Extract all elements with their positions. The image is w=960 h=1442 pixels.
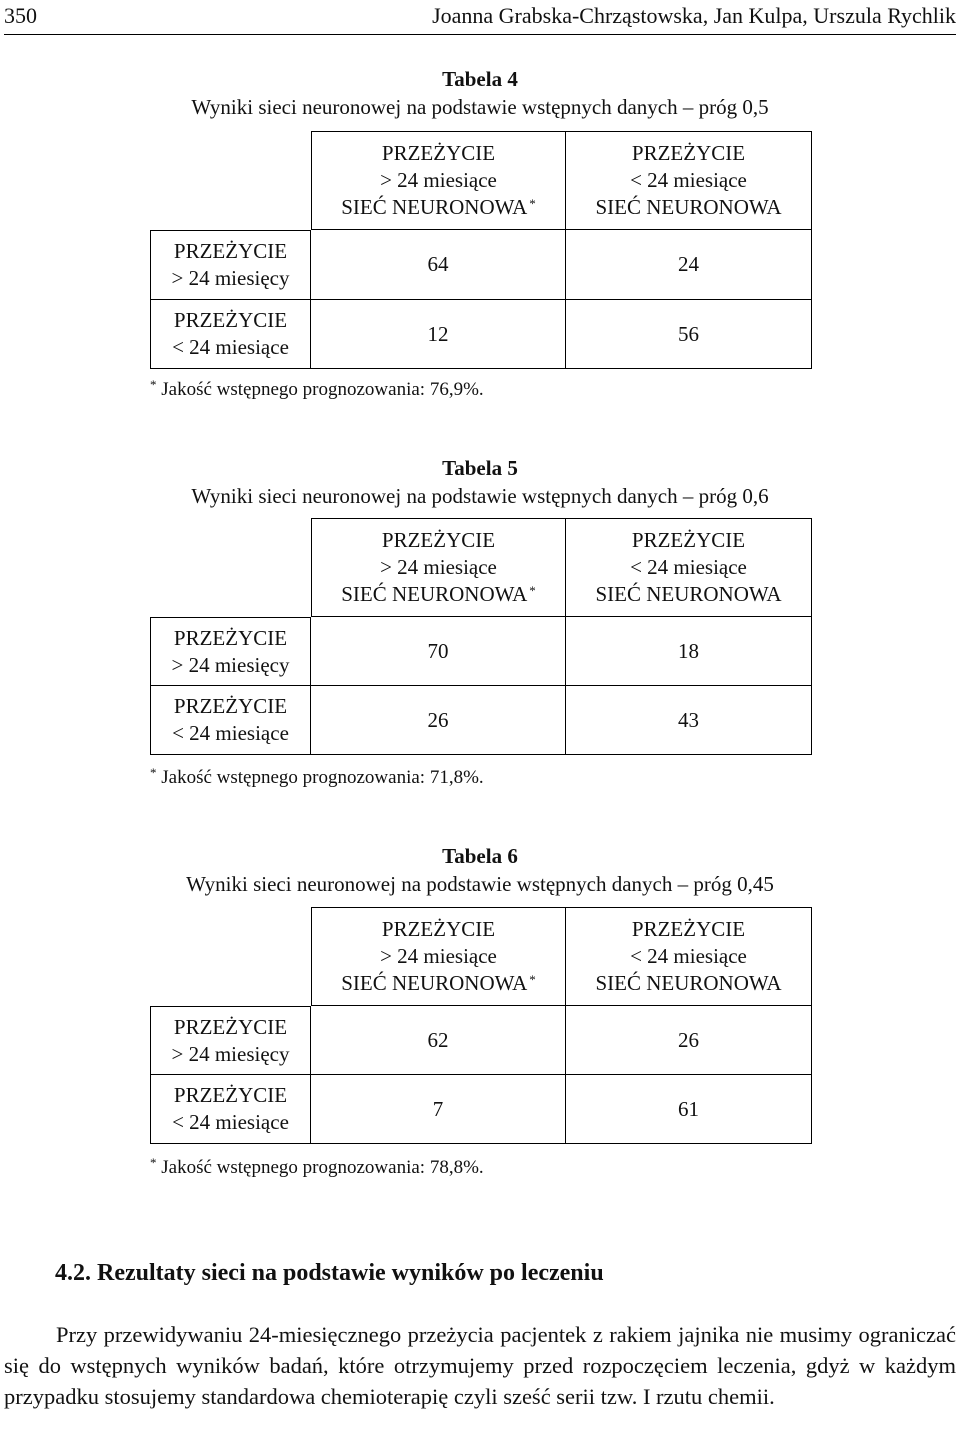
table-subtitle: Wyniki sieci neuronowej na podstawie wstępnych danych – próg 0,45 xyxy=(186,872,774,896)
table-title: Tabela 5 xyxy=(442,456,518,480)
col-header-lt24: PRZEŻYCIE < 24 miesiące SIEĆ NEURONOWA xyxy=(566,131,812,230)
running-header xyxy=(4,0,956,35)
col-header-lt24: PRZEŻYCIE < 24 miesiące SIEĆ NEURONOWA xyxy=(566,907,812,1006)
table-5-caption xyxy=(0,455,960,509)
cell-value: 70 xyxy=(311,617,566,686)
table-6-note: * Jakość wstępnego prognozowania: 78,8%. xyxy=(150,1155,484,1178)
table-title: Tabela 4 xyxy=(442,67,518,91)
cell-value: 26 xyxy=(311,686,566,755)
row-header-gt24: PRZEŻYCIE > 24 miesięcy xyxy=(150,1006,311,1075)
footnote-star: * xyxy=(529,972,536,987)
cell-value: 43 xyxy=(566,686,812,755)
footnote-star: * xyxy=(529,583,536,598)
cell-value: 64 xyxy=(311,230,566,300)
row-header-lt24: PRZEŻYCIE < 24 miesiące xyxy=(150,1075,311,1144)
col-header-lt24: PRZEŻYCIE < 24 miesiące SIEĆ NEURONOWA xyxy=(566,518,812,617)
cell-value: 26 xyxy=(566,1006,812,1075)
table-5-note: * Jakość wstępnego prognozowania: 71,8%. xyxy=(150,765,484,788)
page-number: 350 xyxy=(4,3,37,28)
row-header-gt24: PRZEŻYCIE > 24 miesięcy xyxy=(150,617,311,686)
cell-value: 61 xyxy=(566,1075,812,1144)
cell-value: 7 xyxy=(311,1075,566,1144)
table-title: Tabela 6 xyxy=(442,844,518,868)
body-paragraph: Przy przewidywaniu 24-miesięcznego przeżycia pacjentek z rakiem jajnika nie musimy ograniczać się do wstępnych wyników badań, które otrzymujemy przed rozpoczęciem leczenia, gdyż w każdym przypadku stosujemy standardowa chemioterapię czyli sześć serii tzw. I rzutu chemii. xyxy=(4,1322,956,1409)
table-4-caption xyxy=(0,66,960,120)
section-heading: 4.2. Rezultaty sieci na podstawie wyników po leczeniu xyxy=(55,1260,604,1286)
cell-value: 56 xyxy=(566,300,812,369)
cell-value: 18 xyxy=(566,617,812,686)
row-header-gt24: PRZEŻYCIE > 24 miesięcy xyxy=(150,230,311,300)
cell-value: 24 xyxy=(566,230,812,300)
col-header-gt24: PRZEŻYCIE > 24 miesiące SIEĆ NEURONOWA * xyxy=(311,131,566,230)
table-4-note: * Jakość wstępnego prognozowania: 76,9%. xyxy=(150,377,484,400)
cell-value: 12 xyxy=(311,300,566,369)
row-header-lt24: PRZEŻYCIE < 24 miesiące xyxy=(150,300,311,369)
col-header-gt24: PRZEŻYCIE > 24 miesiące SIEĆ NEURONOWA * xyxy=(311,518,566,617)
table-subtitle: Wyniki sieci neuronowej na podstawie wstępnych danych – próg 0,5 xyxy=(191,95,769,119)
table-6-caption xyxy=(0,843,960,897)
table-subtitle: Wyniki sieci neuronowej na podstawie wstępnych danych – próg 0,6 xyxy=(191,484,769,508)
footnote-star: * xyxy=(529,196,536,211)
cell-value: 62 xyxy=(311,1006,566,1075)
row-header-lt24: PRZEŻYCIE < 24 miesiące xyxy=(150,686,311,755)
header-authors: Joanna Grabska-Chrząstowska, Jan Kulpa, Urszula Rychlik xyxy=(432,3,956,28)
col-header-gt24: PRZEŻYCIE > 24 miesiące SIEĆ NEURONOWA * xyxy=(311,907,566,1006)
